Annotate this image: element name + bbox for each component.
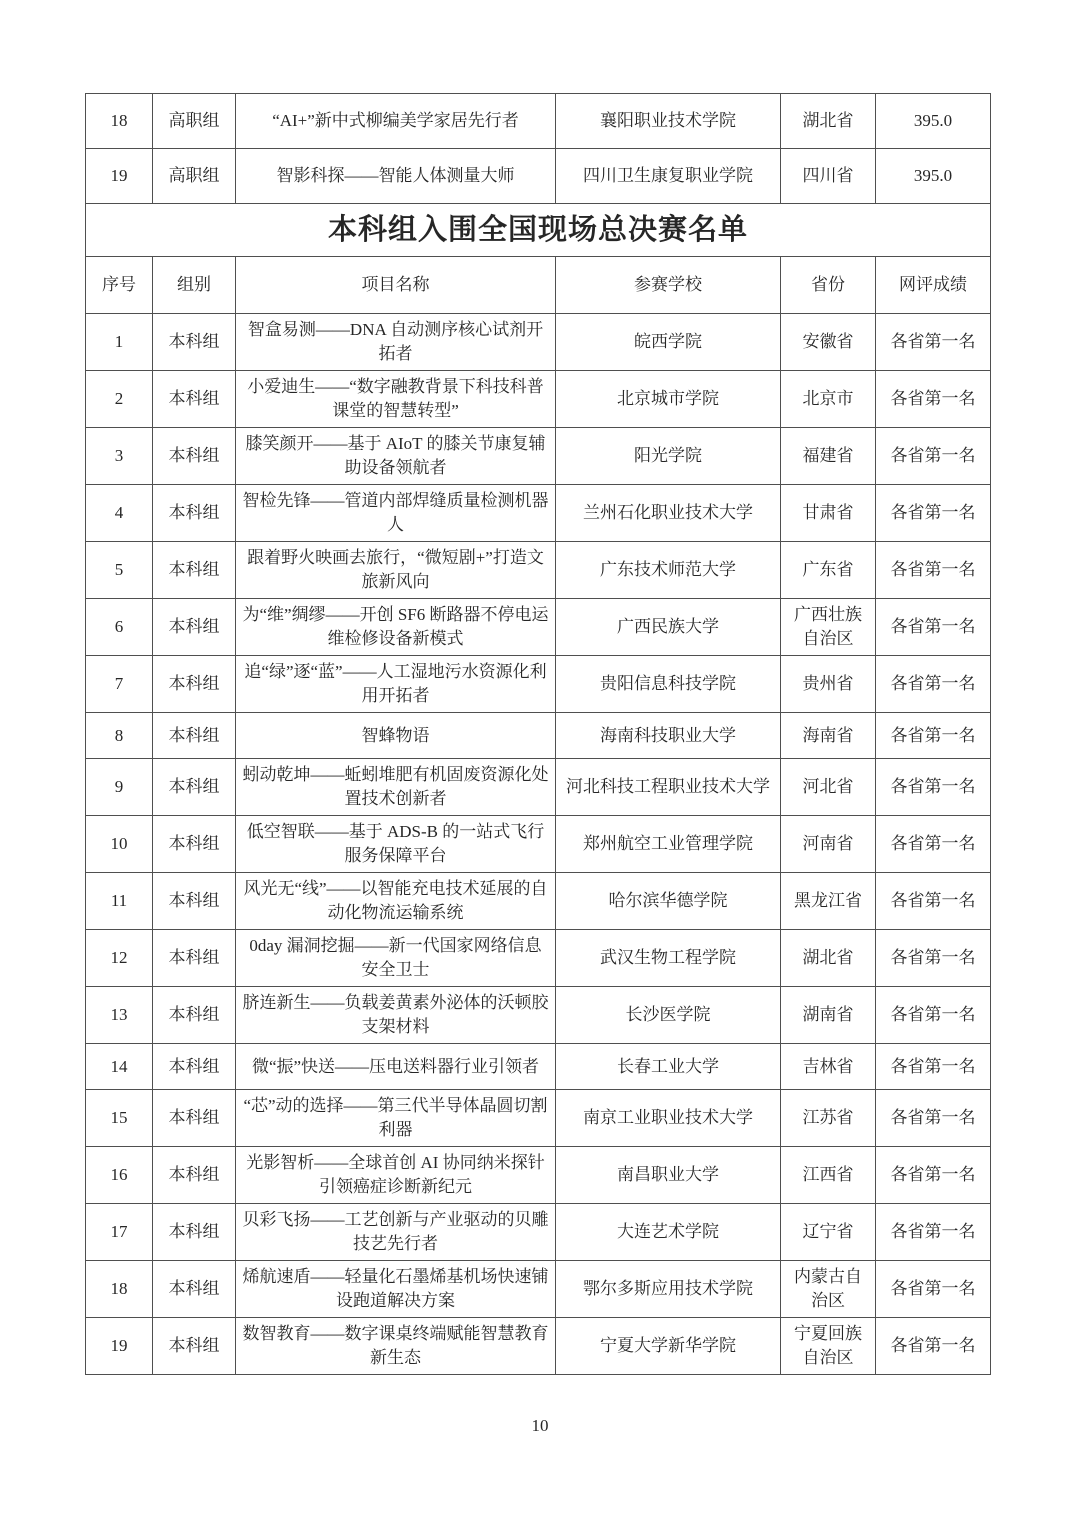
group-cell: 本科组 xyxy=(153,1318,236,1375)
serial-cell: 3 xyxy=(86,428,153,485)
serial-cell: 1 xyxy=(86,314,153,371)
serial-cell: 12 xyxy=(86,930,153,987)
group-cell: 本科组 xyxy=(153,656,236,713)
school-cell: 大连艺术学院 xyxy=(556,1204,781,1261)
province-cell: 广东省 xyxy=(781,542,876,599)
table-row xyxy=(86,371,991,428)
serial-cell: 10 xyxy=(86,816,153,873)
table-row xyxy=(86,873,991,930)
undergraduate-group-rows xyxy=(86,314,991,1375)
school-cell: 阳光学院 xyxy=(556,428,781,485)
page-number: 10 xyxy=(531,1416,549,1435)
table-row xyxy=(86,485,991,542)
project-cell: 烯航速盾——轻量化石墨烯基机场快速铺设跑道解决方案 xyxy=(236,1261,556,1318)
school-cell: 广西民族大学 xyxy=(556,599,781,656)
serial-cell: 19 xyxy=(86,149,153,204)
column-header: 省份 xyxy=(781,257,876,314)
school-cell: 长春工业大学 xyxy=(556,1044,781,1090)
table-row xyxy=(86,930,991,987)
province-cell: 江西省 xyxy=(781,1147,876,1204)
group-cell: 高职组 xyxy=(153,149,236,204)
score-cell: 各省第一名 xyxy=(876,1044,991,1090)
group-cell: 本科组 xyxy=(153,873,236,930)
score-cell: 各省第一名 xyxy=(876,485,991,542)
vocational-group-rows xyxy=(86,94,991,204)
school-cell: 兰州石化职业技术大学 xyxy=(556,485,781,542)
project-cell: 光影智析——全球首创 AI 协同纳米探针引领癌症诊断新纪元 xyxy=(236,1147,556,1204)
table-row xyxy=(86,599,991,656)
province-cell: 湖北省 xyxy=(781,930,876,987)
column-header: 序号 xyxy=(86,257,153,314)
project-cell: 蚓动乾坤——蚯蚓堆肥有机固废资源化处置技术创新者 xyxy=(236,759,556,816)
serial-cell: 11 xyxy=(86,873,153,930)
score-cell: 各省第一名 xyxy=(876,1204,991,1261)
score-cell: 各省第一名 xyxy=(876,1090,991,1147)
project-cell: 0day 漏洞挖掘——新一代国家网络信息安全卫士 xyxy=(236,930,556,987)
group-cell: 本科组 xyxy=(153,1204,236,1261)
province-cell: 安徽省 xyxy=(781,314,876,371)
group-cell: 本科组 xyxy=(153,1147,236,1204)
province-cell: 吉林省 xyxy=(781,1044,876,1090)
project-cell: 为“维”绸缪——开创 SF6 断路器不停电运维检修设备新模式 xyxy=(236,599,556,656)
score-cell: 各省第一名 xyxy=(876,759,991,816)
score-cell: 各省第一名 xyxy=(876,599,991,656)
column-header: 网评成绩 xyxy=(876,257,991,314)
project-cell: 智蜂物语 xyxy=(236,713,556,759)
results-table xyxy=(85,93,991,1375)
serial-cell: 6 xyxy=(86,599,153,656)
province-cell: 黑龙江省 xyxy=(781,873,876,930)
school-cell: 武汉生物工程学院 xyxy=(556,930,781,987)
table-row xyxy=(86,759,991,816)
school-cell: 南京工业职业技术大学 xyxy=(556,1090,781,1147)
school-cell: 北京城市学院 xyxy=(556,371,781,428)
table-row xyxy=(86,1261,991,1318)
serial-cell: 18 xyxy=(86,1261,153,1318)
province-cell: 湖北省 xyxy=(781,94,876,149)
project-cell: 追“绿”逐“蓝”——人工湿地污水资源化利用开拓者 xyxy=(236,656,556,713)
serial-cell: 7 xyxy=(86,656,153,713)
table-row xyxy=(86,149,991,204)
project-cell: 智盒易测——DNA 自动测序核心试剂开拓者 xyxy=(236,314,556,371)
score-cell: 各省第一名 xyxy=(876,873,991,930)
table-row xyxy=(86,1318,991,1375)
project-cell: “AI+”新中式柳编美学家居先行者 xyxy=(236,94,556,149)
group-cell: 本科组 xyxy=(153,987,236,1044)
score-cell: 各省第一名 xyxy=(876,816,991,873)
province-cell: 河北省 xyxy=(781,759,876,816)
table-row xyxy=(86,542,991,599)
serial-cell: 16 xyxy=(86,1147,153,1204)
group-cell: 高职组 xyxy=(153,94,236,149)
province-cell: 贵州省 xyxy=(781,656,876,713)
school-cell: 郑州航空工业管理学院 xyxy=(556,816,781,873)
table-row xyxy=(86,1044,991,1090)
province-cell: 甘肃省 xyxy=(781,485,876,542)
serial-cell: 9 xyxy=(86,759,153,816)
serial-cell: 5 xyxy=(86,542,153,599)
column-header: 参赛学校 xyxy=(556,257,781,314)
project-cell: 跟着野火映画去旅行，“微短剧+”打造文旅新风向 xyxy=(236,542,556,599)
serial-cell: 13 xyxy=(86,987,153,1044)
school-cell: 襄阳职业技术学院 xyxy=(556,94,781,149)
school-cell: 鄂尔多斯应用技术学院 xyxy=(556,1261,781,1318)
score-cell: 各省第一名 xyxy=(876,542,991,599)
school-cell: 广东技术师范大学 xyxy=(556,542,781,599)
province-cell: 宁夏回族自治区 xyxy=(781,1318,876,1375)
province-cell: 湖南省 xyxy=(781,987,876,1044)
group-cell: 本科组 xyxy=(153,759,236,816)
school-cell: 皖西学院 xyxy=(556,314,781,371)
group-cell: 本科组 xyxy=(153,930,236,987)
score-cell: 各省第一名 xyxy=(876,1318,991,1375)
group-cell: 本科组 xyxy=(153,314,236,371)
serial-cell: 15 xyxy=(86,1090,153,1147)
province-cell: 江苏省 xyxy=(781,1090,876,1147)
table-row xyxy=(86,713,991,759)
serial-cell: 17 xyxy=(86,1204,153,1261)
school-cell: 河北科技工程职业技术大学 xyxy=(556,759,781,816)
province-cell: 内蒙古自治区 xyxy=(781,1261,876,1318)
school-cell: 哈尔滨华德学院 xyxy=(556,873,781,930)
project-cell: 小爱迪生——“数字融教背景下科技科普课堂的智慧转型” xyxy=(236,371,556,428)
score-cell: 各省第一名 xyxy=(876,371,991,428)
table-row xyxy=(86,1147,991,1204)
score-cell: 各省第一名 xyxy=(876,930,991,987)
score-cell: 395.0 xyxy=(876,149,991,204)
table-row xyxy=(86,314,991,371)
project-cell: 低空智联——基于 ADS-B 的一站式飞行服务保障平台 xyxy=(236,816,556,873)
school-cell: 长沙医学院 xyxy=(556,987,781,1044)
section-title-row xyxy=(86,204,991,257)
score-cell: 395.0 xyxy=(876,94,991,149)
table-row xyxy=(86,987,991,1044)
group-cell: 本科组 xyxy=(153,713,236,759)
group-cell: 本科组 xyxy=(153,599,236,656)
serial-cell: 14 xyxy=(86,1044,153,1090)
serial-cell: 8 xyxy=(86,713,153,759)
group-cell: 本科组 xyxy=(153,1090,236,1147)
group-cell: 本科组 xyxy=(153,371,236,428)
serial-cell: 19 xyxy=(86,1318,153,1375)
group-cell: 本科组 xyxy=(153,1044,236,1090)
project-cell: 脐连新生——负载姜黄素外泌体的沃顿胶支架材料 xyxy=(236,987,556,1044)
score-cell: 各省第一名 xyxy=(876,428,991,485)
score-cell: 各省第一名 xyxy=(876,713,991,759)
table-row xyxy=(86,1090,991,1147)
province-cell: 广西壮族自治区 xyxy=(781,599,876,656)
section-title: 本科组入围全国现场总决赛名单 xyxy=(86,204,991,257)
table-header-row xyxy=(86,257,991,314)
project-cell: 贝彩飞扬——工艺创新与产业驱动的贝雕技艺先行者 xyxy=(236,1204,556,1261)
group-cell: 本科组 xyxy=(153,816,236,873)
project-cell: 微“振”快送——压电送料器行业引领者 xyxy=(236,1044,556,1090)
score-cell: 各省第一名 xyxy=(876,1147,991,1204)
project-cell: 膝笑颜开——基于 AIoT 的膝关节康复辅助设备领航者 xyxy=(236,428,556,485)
score-cell: 各省第一名 xyxy=(876,656,991,713)
table-row xyxy=(86,1204,991,1261)
project-cell: 智影科探——智能人体测量大师 xyxy=(236,149,556,204)
school-cell: 海南科技职业大学 xyxy=(556,713,781,759)
province-cell: 四川省 xyxy=(781,149,876,204)
group-cell: 本科组 xyxy=(153,1261,236,1318)
serial-cell: 4 xyxy=(86,485,153,542)
project-cell: “芯”动的选择——第三代半导体晶圆切割利器 xyxy=(236,1090,556,1147)
project-cell: 数智教育——数字课桌终端赋能智慧教育新生态 xyxy=(236,1318,556,1375)
project-cell: 智检先锋——管道内部焊缝质量检测机器人 xyxy=(236,485,556,542)
province-cell: 海南省 xyxy=(781,713,876,759)
column-header: 项目名称 xyxy=(236,257,556,314)
score-cell: 各省第一名 xyxy=(876,1261,991,1318)
table-row xyxy=(86,94,991,149)
school-cell: 贵阳信息科技学院 xyxy=(556,656,781,713)
score-cell: 各省第一名 xyxy=(876,987,991,1044)
province-cell: 北京市 xyxy=(781,371,876,428)
school-cell: 南昌职业大学 xyxy=(556,1147,781,1204)
table-row xyxy=(86,656,991,713)
group-cell: 本科组 xyxy=(153,485,236,542)
school-cell: 四川卫生康复职业学院 xyxy=(556,149,781,204)
province-cell: 福建省 xyxy=(781,428,876,485)
table-row xyxy=(86,428,991,485)
school-cell: 宁夏大学新华学院 xyxy=(556,1318,781,1375)
project-cell: 风光无“线”——以智能充电技术延展的自动化物流运输系统 xyxy=(236,873,556,930)
group-cell: 本科组 xyxy=(153,428,236,485)
column-header: 组别 xyxy=(153,257,236,314)
score-cell: 各省第一名 xyxy=(876,314,991,371)
serial-cell: 18 xyxy=(86,94,153,149)
group-cell: 本科组 xyxy=(153,542,236,599)
table-row xyxy=(86,816,991,873)
serial-cell: 2 xyxy=(86,371,153,428)
province-cell: 辽宁省 xyxy=(781,1204,876,1261)
province-cell: 河南省 xyxy=(781,816,876,873)
